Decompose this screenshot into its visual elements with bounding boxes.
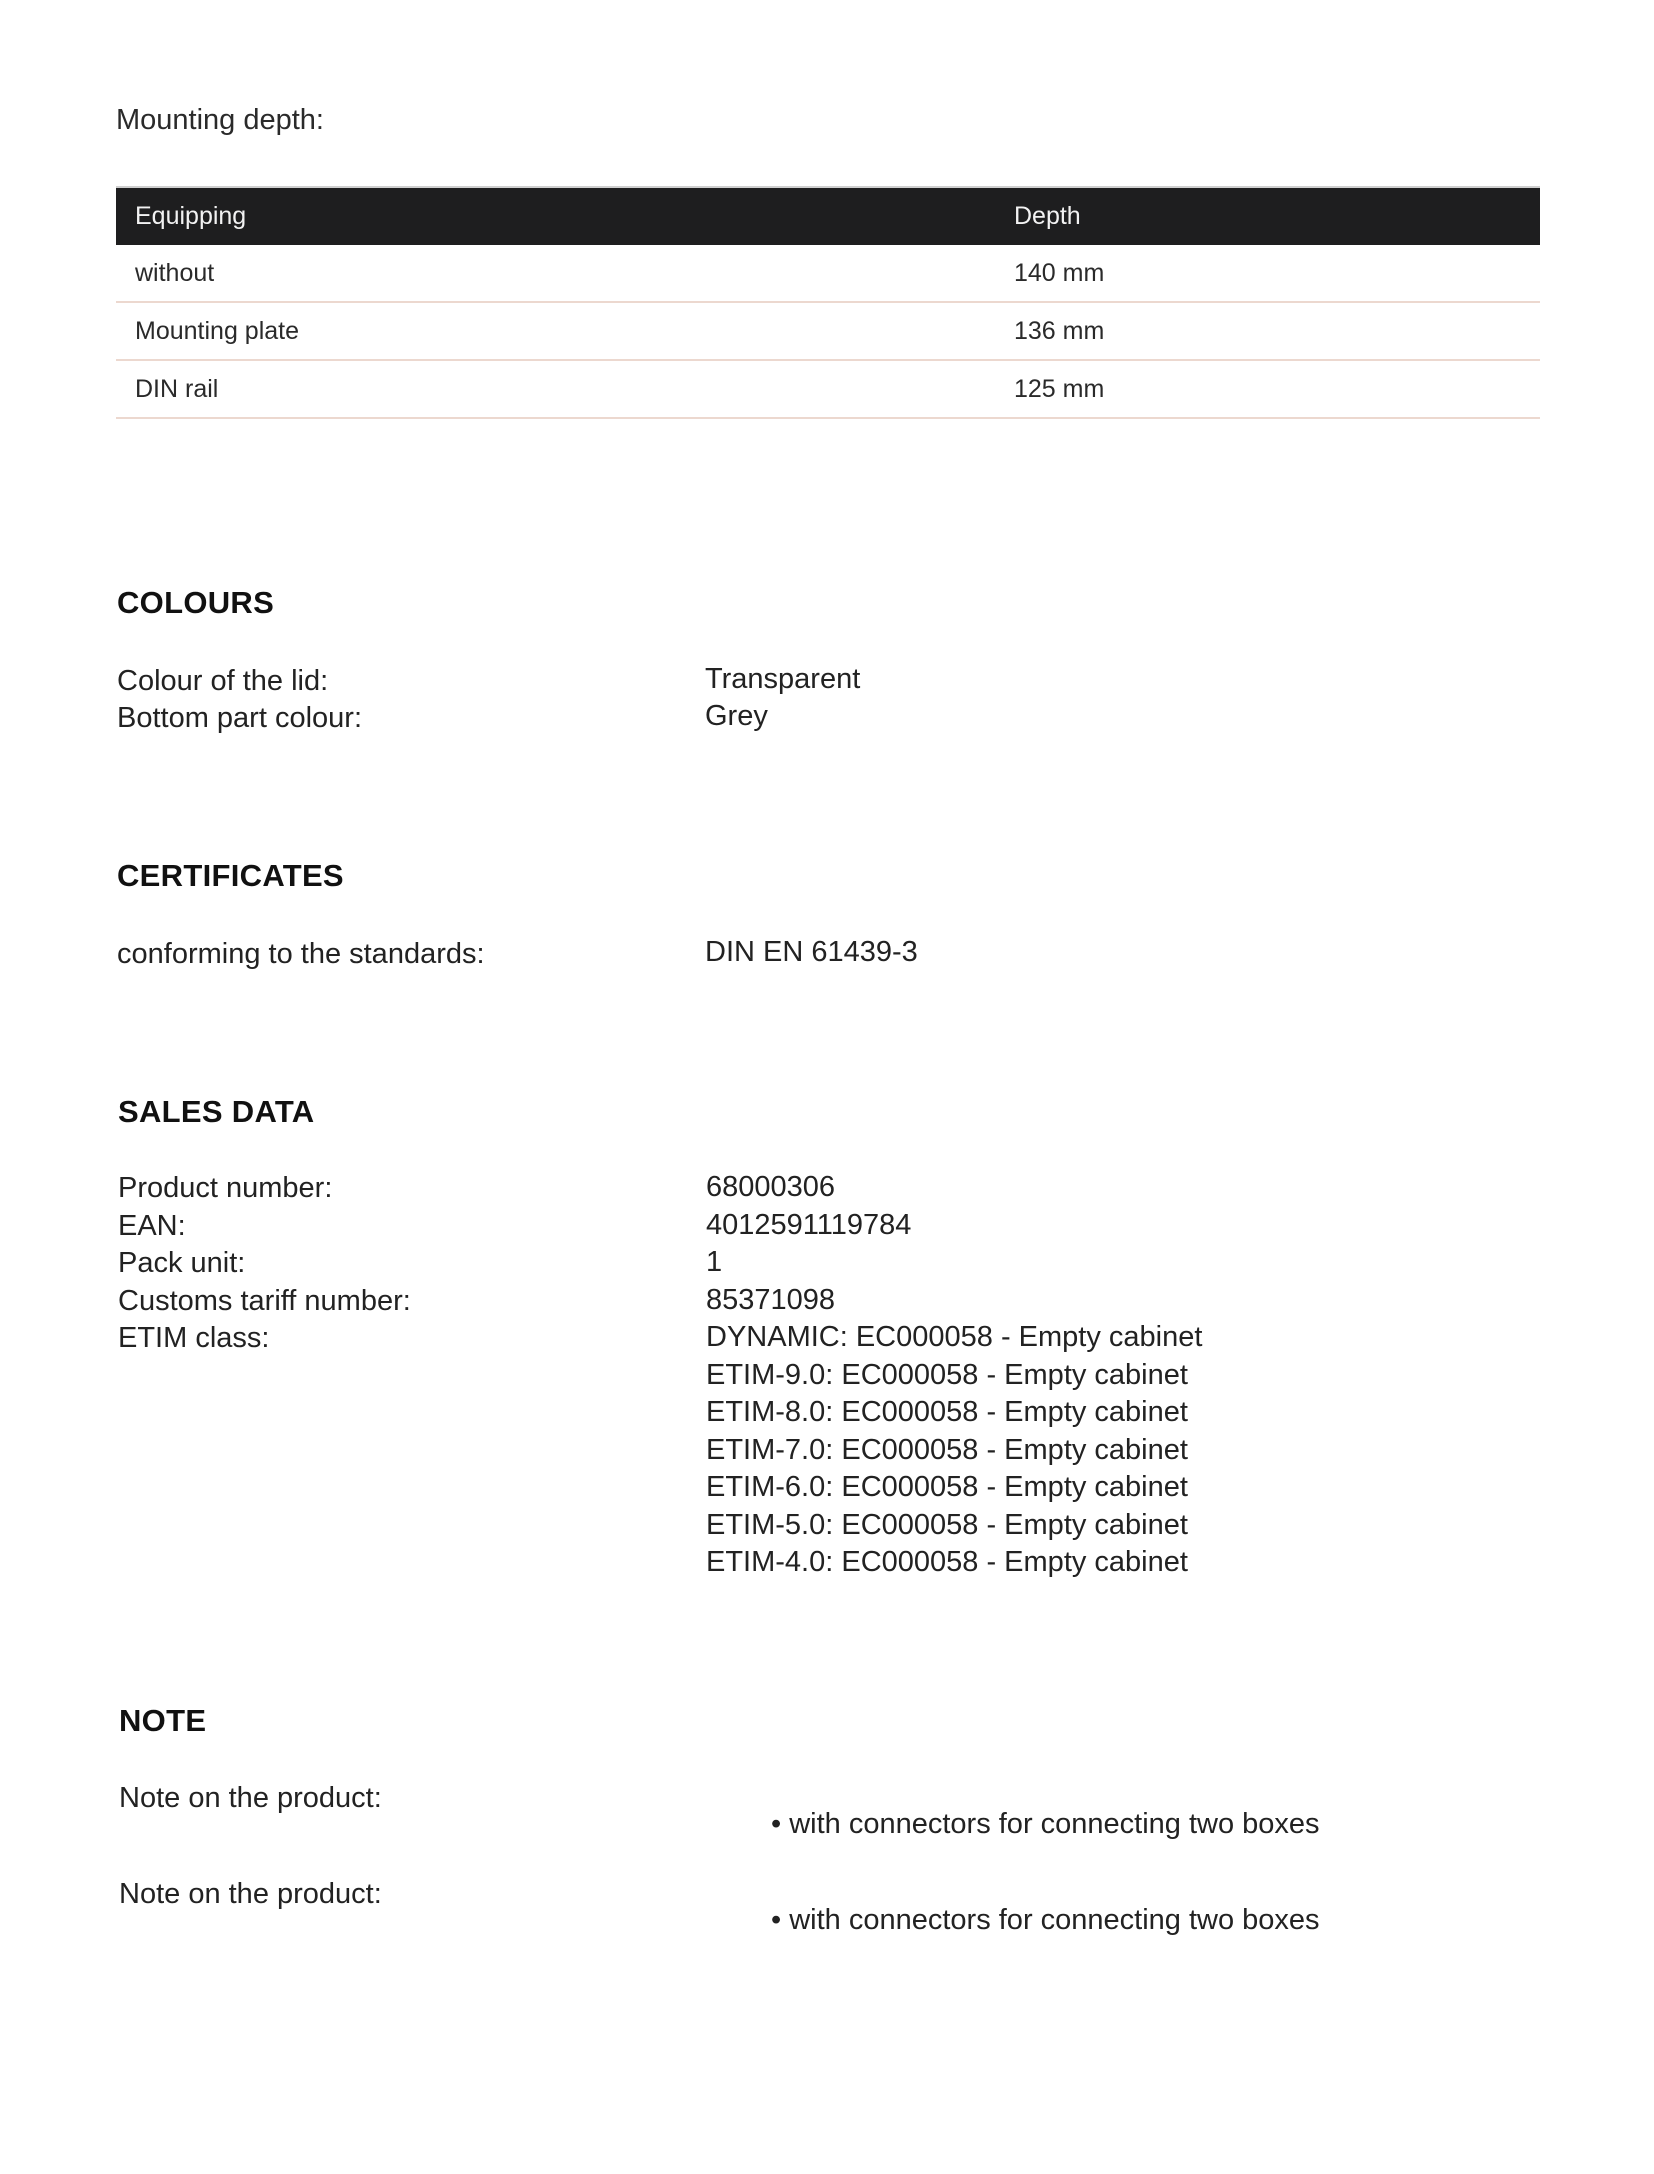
- etim-class-value: ETIM-7.0: EC000058 - Empty cabinet: [706, 1433, 1188, 1466]
- customs-tariff-value: 85371098: [706, 1283, 836, 1316]
- etim-class-value: DYNAMIC: EC000058 - Empty cabinet: [706, 1321, 1203, 1353]
- table-row: [116, 245, 1540, 303]
- note-label: Note on the product:: [119, 1782, 382, 1814]
- sales-values: [706, 1169, 1202, 1582]
- colours-heading: COLOURS: [117, 585, 275, 620]
- bottom-colour-value: Grey: [705, 700, 768, 732]
- etim-class-value: ETIM-8.0: EC000058 - Empty cabinet: [706, 1396, 1188, 1428]
- table-row: [116, 303, 1540, 361]
- product-number-label: Product number:: [118, 1172, 333, 1204]
- table-header: [116, 186, 1540, 245]
- mounting-depth-table: [116, 186, 1540, 419]
- pack-unit-label: Pack unit:: [118, 1247, 246, 1279]
- table-row: [116, 361, 1540, 419]
- standards-value: DIN EN 61439-3: [705, 936, 918, 968]
- standards-label: conforming to the standards:: [117, 938, 485, 970]
- etim-class-value: ETIM-6.0: EC000058 - Empty cabinet: [706, 1471, 1188, 1503]
- cell-equipping: Mounting plate: [116, 303, 996, 359]
- certificates-heading: CERTIFICATES: [117, 858, 344, 893]
- sales-data-heading: SALES DATA: [118, 1094, 315, 1129]
- cell-depth: 140 mm: [1014, 258, 1105, 287]
- ean-label: EAN:: [118, 1209, 186, 1242]
- colour-lid-value: Transparent: [705, 663, 861, 695]
- pack-unit-value: 1: [706, 1246, 723, 1278]
- cell-equipping: without: [116, 245, 996, 301]
- etim-class-value: ETIM-4.0: EC000058 - Empty cabinet: [706, 1546, 1188, 1578]
- bottom-colour-label: Bottom part colour:: [117, 702, 362, 734]
- etim-class-label: ETIM class:: [118, 1322, 270, 1354]
- ean-value: 4012591119784: [706, 1208, 912, 1241]
- note-value: • with connectors for connecting two boxes: [771, 1808, 1320, 1840]
- cell-depth: 125 mm: [1014, 374, 1105, 403]
- header-equipping: Equipping: [135, 202, 247, 230]
- note-value: • with connectors for connecting two boxes: [771, 1904, 1320, 1936]
- product-number-value: 68000306: [706, 1171, 836, 1203]
- etim-class-value: ETIM-9.0: EC000058 - Empty cabinet: [706, 1358, 1188, 1391]
- colour-lid-label: Colour of the lid:: [117, 665, 329, 697]
- note-heading: NOTE: [119, 1703, 207, 1738]
- mounting-depth-label: Mounting depth:: [116, 104, 324, 136]
- customs-tariff-label: Customs tariff number:: [118, 1284, 411, 1317]
- cell-equipping: DIN rail: [116, 361, 996, 417]
- note-label: Note on the product:: [119, 1878, 382, 1910]
- header-depth: Depth: [1014, 202, 1081, 230]
- cell-depth: 136 mm: [1014, 316, 1105, 345]
- sales-labels: [118, 1170, 411, 1358]
- etim-class-value: ETIM-5.0: EC000058 - Empty cabinet: [706, 1508, 1188, 1541]
